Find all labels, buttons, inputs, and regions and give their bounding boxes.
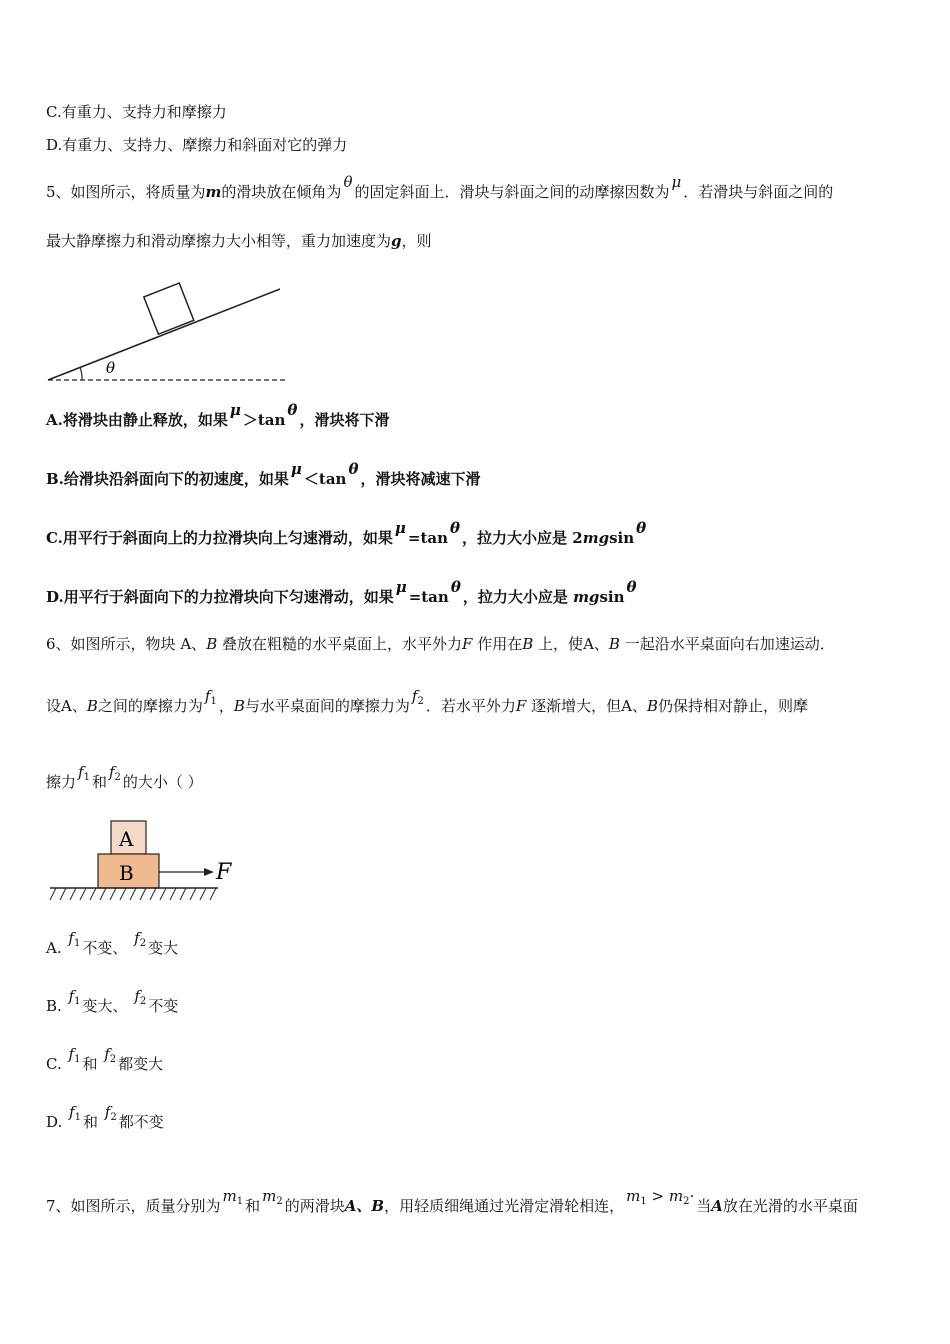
q5-option-b: B.给滑块沿斜面向下的初速度，如果μ＜tanθ，滑块将减速下滑 bbox=[46, 460, 481, 488]
incline-angle-label: θ bbox=[106, 359, 116, 377]
q5-option-a: A.将滑块由静止释放，如果μ＞tanθ，滑块将下滑 bbox=[46, 401, 390, 429]
force-label: F bbox=[216, 860, 232, 885]
q5-option-d: D.用平行于斜面向下的力拉滑块向下匀速滑动，如果μ=tanθ，拉力大小应是 mgsinθ bbox=[46, 578, 637, 606]
q6-option-c: C. $f_1$ 和 $f_2$ 都变大 bbox=[46, 1045, 164, 1073]
block-a-label: A bbox=[119, 827, 134, 851]
q6-stem-line3: 擦力$f_1$ 和$f_2$ 的大小（ ） bbox=[46, 763, 203, 791]
q6-option-b: B. $f_1$ 变大、 $f_2$ 不变 bbox=[46, 987, 179, 1015]
incline-diagram bbox=[40, 280, 300, 390]
q5-option-c: C.用平行于斜面向上的力拉滑块向上匀速滑动，如果μ=tanθ，拉力大小应是 2mgsinθ bbox=[46, 519, 647, 547]
blocks-diagram bbox=[46, 818, 246, 904]
q7-stem-line1: 7、如图所示，质量分别为$m_1$ 和$m_2$ 的两滑块A、B，用轻质细绳通过光滑定滑轮相连，$m_1 > m_2\cdot$当A放在光滑的水平桌面 bbox=[46, 1187, 858, 1215]
force-arrow-icon bbox=[204, 868, 214, 876]
q4-option-c: C.有重力、支持力和摩擦力 bbox=[46, 103, 227, 121]
q4-option-d: D.有重力、支持力、摩擦力和斜面对它的弹力 bbox=[46, 136, 348, 154]
q6-option-d: D. $f_1$ 和 $f_2$ 都不变 bbox=[46, 1103, 164, 1131]
q5-stem-line1: 5、如图所示，将质量为m的滑块放在倾角为θ的固定斜面上．滑块与斜面之间的动摩擦因数为μ．若滑块与斜面之间的 bbox=[46, 173, 834, 201]
q6-stem-line1: 6、如图所示，物块 A、B 叠放在粗糙的水平桌面上，水平外力F 作用在B 上，使A、B 一起沿水平桌面向右加速运动． bbox=[46, 635, 835, 653]
block-b-label: B bbox=[119, 861, 134, 885]
q6-option-a: A. $f_1$ 不变、 $f_2$ 变大 bbox=[46, 929, 179, 957]
q5-stem-line2: 最大静摩擦力和滑动摩擦力大小相等，重力加速度为g，则 bbox=[46, 232, 432, 250]
q6-stem-line2: 设A、B之间的摩擦力为$f_1$ ，B与水平桌面间的摩擦力为$f_2$ ．若水平外力F 逐渐增大，但A、B仍保持相对静止，则摩 bbox=[46, 687, 808, 715]
